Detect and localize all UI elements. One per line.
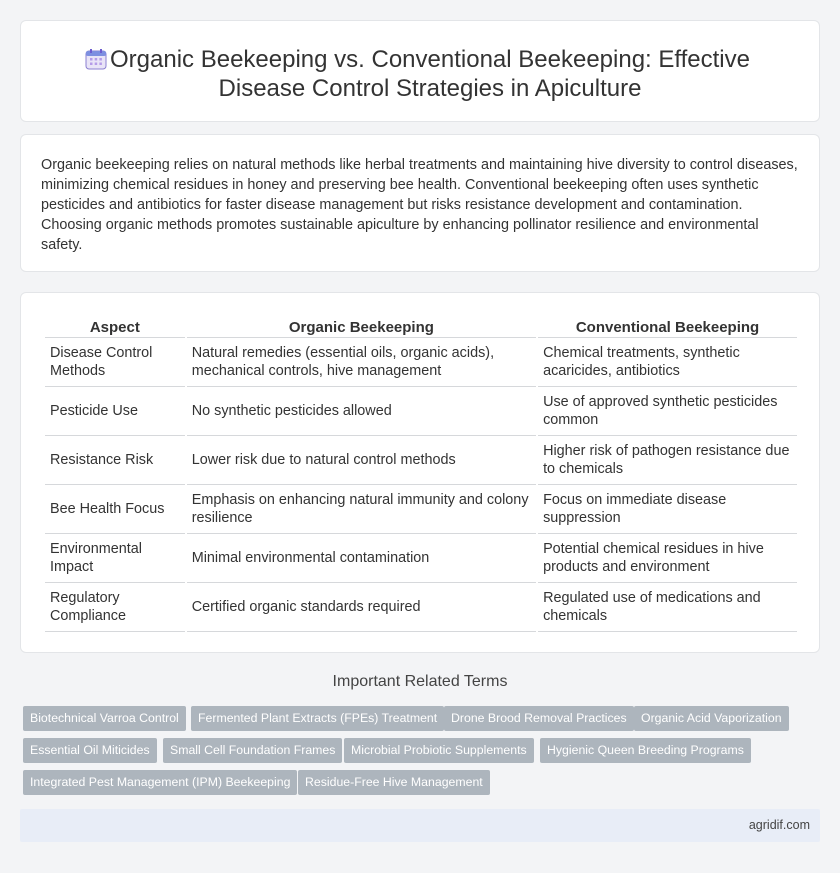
tag-fermented-plant-extracts[interactable]: Fermented Plant Extracts (FPEs) Treatment bbox=[191, 706, 444, 731]
cell-organic: Minimal environmental contamination bbox=[187, 534, 536, 583]
tag-small-cell-foundation[interactable]: Small Cell Foundation Frames bbox=[163, 738, 342, 763]
cell-conventional: Regulated use of medications and chemicals bbox=[538, 583, 797, 632]
cell-aspect: Bee Health Focus bbox=[45, 485, 185, 534]
tag-drone-brood-removal[interactable]: Drone Brood Removal Practices bbox=[444, 706, 634, 731]
intro-paragraph: Organic beekeeping relies on natural methods like herbal treatments and maintaining hive diversity to control diseases, minimizing chemical residues in honey and preserving bee health. Conventional beekeeping often uses synthetic pesticides and antibiotics for faster disease management but risks resistance development and contamination. Choosing organic methods promotes sustainable apiculture by enhancing pollinator resilience and environmental safety. bbox=[41, 157, 798, 253]
tag-hygienic-queen-breeding[interactable]: Hygienic Queen Breeding Programs bbox=[540, 738, 751, 763]
cell-organic: Natural remedies (essential oils, organic acids), mechanical controls, hive management bbox=[187, 338, 536, 387]
table-row bbox=[45, 534, 797, 583]
table-row bbox=[45, 485, 797, 534]
tag-biotechnical-varroa-control[interactable]: Biotechnical Varroa Control bbox=[23, 706, 186, 731]
cell-organic: Lower risk due to natural control methods bbox=[187, 436, 536, 485]
tag-integrated-pest-management[interactable]: Integrated Pest Management (IPM) Beekeeping bbox=[23, 770, 297, 795]
footer-site-link[interactable]: agridif.com bbox=[748, 818, 810, 832]
intro-card bbox=[20, 134, 820, 272]
tag-residue-free-hive[interactable]: Residue-Free Hive Management bbox=[298, 770, 490, 795]
cell-aspect: Disease Control Methods bbox=[45, 338, 185, 387]
cell-organic: No synthetic pesticides allowed bbox=[187, 387, 536, 436]
cell-aspect: Resistance Risk bbox=[45, 436, 185, 485]
cell-conventional: Use of approved synthetic pesticides common bbox=[538, 387, 797, 436]
table-header-row bbox=[45, 315, 797, 338]
cell-conventional: Potential chemical residues in hive products and environment bbox=[538, 534, 797, 583]
tag-microbial-probiotic[interactable]: Microbial Probiotic Supplements bbox=[344, 738, 534, 763]
page-title: Organic Beekeeping vs. Conventional Beekeeping: Effective Disease Control Strategies in Apiculture bbox=[110, 46, 750, 102]
header-aspect: Aspect bbox=[45, 315, 185, 338]
comparison-card bbox=[20, 292, 820, 653]
table-row bbox=[45, 583, 797, 632]
cell-aspect: Environmental Impact bbox=[45, 534, 185, 583]
cell-conventional: Higher risk of pathogen resistance due to chemicals bbox=[538, 436, 797, 485]
table-row bbox=[45, 387, 797, 436]
cell-conventional: Focus on immediate disease suppression bbox=[538, 485, 797, 534]
footer bbox=[20, 809, 820, 842]
table-row bbox=[45, 436, 797, 485]
cell-conventional: Chemical treatments, synthetic acaricides, antibiotics bbox=[538, 338, 797, 387]
comparison-table bbox=[43, 315, 799, 632]
cell-aspect: Regulatory Compliance bbox=[45, 583, 185, 632]
tag-organic-acid-vaporization[interactable]: Organic Acid Vaporization bbox=[634, 706, 789, 731]
cell-organic: Emphasis on enhancing natural immunity and colony resilience bbox=[187, 485, 536, 534]
header-conventional: Conventional Beekeeping bbox=[538, 315, 797, 338]
cell-organic: Certified organic standards required bbox=[187, 583, 536, 632]
table-row bbox=[45, 338, 797, 387]
cell-aspect: Pesticide Use bbox=[45, 387, 185, 436]
tag-essential-oil-miticides[interactable]: Essential Oil Miticides bbox=[23, 738, 157, 763]
title-card bbox=[20, 20, 820, 122]
related-terms-heading: Important Related Terms bbox=[332, 673, 508, 690]
header-organic: Organic Beekeeping bbox=[187, 315, 536, 338]
